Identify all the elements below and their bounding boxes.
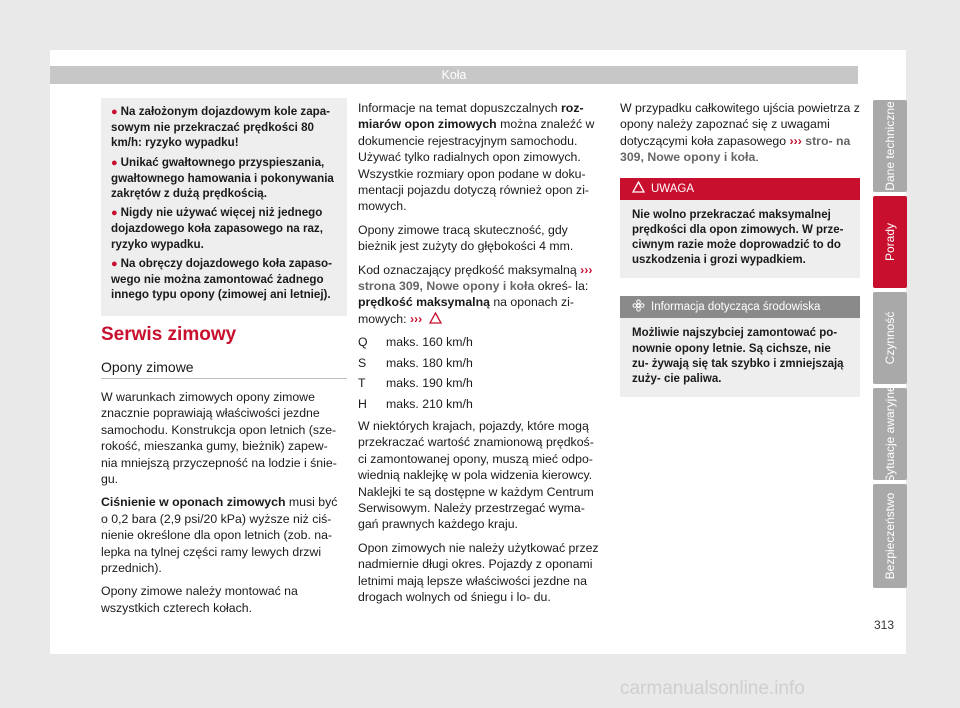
warning-list-item: ● Na obręczy dojazdowego koła zapaso- wego nie można zamontować żadnego innego typu opony (zimowej ani letniej). [111,256,332,302]
side-tab-dane-techniczne[interactable]: Dane techniczne [873,100,907,192]
subtitle-divider [101,378,347,379]
bullet-icon: ● [111,207,118,220]
paragraph: W warunkach zimowych opony zimowe znacznie poprawiają właściwości jezdne samochodu. Konstrukcja opon letnich (sze- rokość, mieszanka gumy, bieżnik) zapew- nia mniejszą przyczepność na lodzie i śnie- gu. [101,390,337,487]
environment-flower-icon [632,299,645,312]
speed-row: Q maks. 160 km/h [358,335,473,350]
warning-triangle-icon [632,181,645,193]
section-title: Serwis zimowy [101,324,237,345]
environment-callout-header: Informacja dotycząca środowiska [620,296,860,318]
bullet-icon: ● [111,106,118,118]
page-header: Koła [50,66,858,84]
right-column [620,100,860,397]
paragraph: Kod oznaczający prędkość maksymalną ››› strona 309, Nowe opony i koła okreś- la: prędkość maksymalną na oponach zi- mowych: ››› [358,262,593,326]
warning-list-item: ● Unikać gwałtownego przyspieszania, gwałtownego hamowania i pokonywania zakrętów z dużą prędkością. [111,155,334,201]
watermark: carmanualsonline.info [620,678,805,699]
side-tab-porady[interactable]: Porady [873,196,907,288]
environment-callout [620,296,860,397]
reference-arrow-icon: ››› [409,311,423,326]
paragraph: Opony zimowe należy montować na wszystkich czterech kołach. [101,584,298,615]
warning-callout-header: UWAGA [620,178,860,200]
side-tab-sytuacje-awaryjne[interactable]: Sytuacje awaryjne [873,388,907,480]
middle-column [358,100,604,612]
left-text [101,389,347,623]
bullet-icon: ● [111,156,118,169]
paragraph: W niektórych krajach, pojazdy, które mogą przekraczać wartość znamionową prędkoś- ci zamontowanej opony, muszą mieć odpo- wiednią naklejkę w pola widzenia kierowcy. Naklejki te są dostępne w każdym Centrum Serwisowym. Należy przestrzegać wyma- gań prawnych każdego kraju. [358,418,594,532]
page-reference-link[interactable]: strona 309, Nowe opony i koła [358,279,535,294]
speed-row: T maks. 190 km/h [358,376,473,391]
page-reference-link[interactable]: stro- na 309, Nowe opony i koła [620,133,851,165]
side-tab-czynnosc[interactable]: Czynność [873,292,907,384]
warning-triangle-icon [429,312,442,324]
warning-list-item: ● Nigdy nie używać więcej niż jednego dojazdowego koła zapasowego na raz, ryzyko wypadku. [111,206,323,251]
speed-list [358,334,604,412]
left-column [101,98,347,316]
environment-callout-body: Możliwie najszybciej zamontować po- nownie opony letnie. Są cichsze, nie zu- żywają się tak szybko i zmniejszają zuży- cie paliwa. [620,318,860,397]
warning-list-box [101,98,347,316]
paragraph: Informacje na temat dopuszczalnych roz- miarów opon zimowych można znaleźć w dokumencie rejestracyjnym samochodu. Używać tylko radialnych opon zimowych. Wszystkie rozmiary opon podane w doku- mentacji pojazdu dotyczą również opon zi- mowych. [358,101,595,214]
warning-callout-body: Nie wolno przekraczać maksymalnej prędkości dla opon zimowych. W prze- ciwnym razie może doprowadzić to do uszkodzenia i grozi wypadkiem. [620,200,860,279]
speed-row: H maks. 210 km/h [358,396,473,411]
speed-row: S maks. 180 km/h [358,355,473,370]
paragraph: Opony zimowe tracą skuteczność, gdy bieżnik jest zużyty do głębokości 4 mm. [358,222,574,254]
paragraph: Opon zimowych nie należy użytkować przez nadmiernie długi okres. Pojazdy z oponami letnimi mają lepsze właściwości jezdne na drogach wolnych od śniegu i lo- du. [358,540,599,604]
paragraph: W przypadku całkowitego ujścia powietrza z opony należy zapoznać się z uwagami dotyczącymi koła zapasowego ››› stro- na 309, Nowe opony i koła. [620,101,860,165]
reference-arrow-icon: ››› [789,133,802,148]
paragraph: Ciśnienie w oponach zimowych musi być o 0,2 bara (2,9 psi/20 kPa) wyższe niż ciś- nienie określone dla opon letnich (zob. na- lepka na tylnej części ramy lewych drzwi przednich). [101,495,338,576]
side-tab-bezpieczenstwo[interactable]: Bezpieczeństwo [873,484,907,588]
warning-callout [620,178,860,279]
reference-arrow-icon: ››› [580,262,593,277]
warning-list-item: ● Na założonym dojazdowym kole zapa- sowym nie przekraczać prędkości 80 km/h: ryzyko wypadku! [111,105,331,150]
bullet-icon: ● [111,257,118,270]
page-number: 313 [874,618,895,632]
section-subtitle: Opony zimowe [101,359,194,375]
